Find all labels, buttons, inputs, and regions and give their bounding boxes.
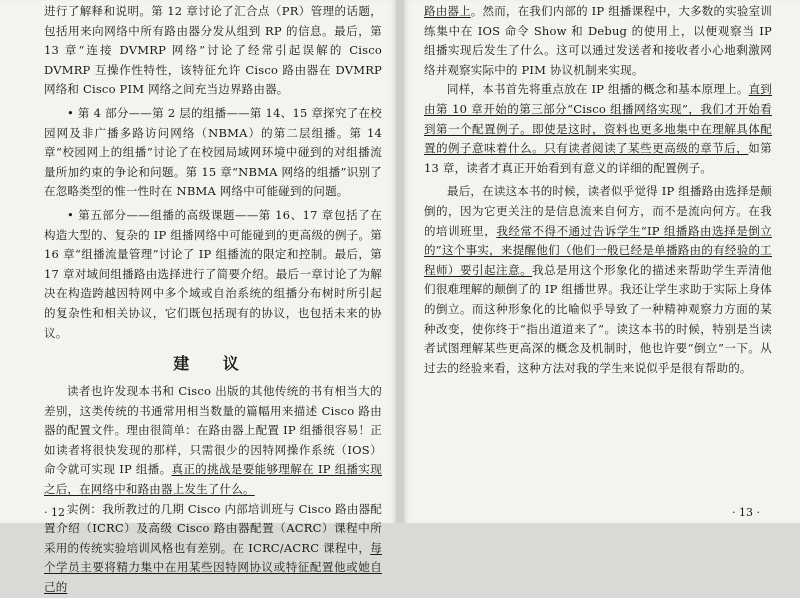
paragraph-part-4: • 第 4 部分——第 2 层的组播——第 14、15 章探究了在校园网及非广播多路访问网络（NBMA）的第二层组播。第 14 章“校园网上的组播”讨论了在校园局域网环境中碰到的对组播流量所加约束的争论和问题。第 15 章“NBMA 网络的组播”识别了在忽略类型的惟一性时在 NBMA 网络中可能碰到的问题。 <box>44 105 382 199</box>
paragraph-text: 同样，本书首先将重点放在 IP 组播的概念和基本原理上。 <box>447 82 749 97</box>
underlined-text: 我经常不得不通过告诉学生“IP 组播路由选择是倒立的”这个事实，来提醒他们（他们一般已经是单播路由的有经验的工程师）要引起注意。 <box>424 223 772 277</box>
paragraph-example <box>44 500 382 598</box>
paragraph-text: 读者也许发现本书和 Cisco 出版的其他传统的书有相当大的差别，这类传统的书通常用相当数量的篇幅用来描述 Cisco 路由器的配置文件。理由很简单：在路由器上配置 IP 组播很容易！正如读者将很快发现的那样，只需很少的因特网操作系统（IOS）命令就可实现 IP 组播。 <box>44 384 382 477</box>
page-number: · 13 · <box>732 506 760 519</box>
page-number: · 12 · <box>44 506 72 519</box>
underlined-text: 真正的挑战是要能够理解在 IP 组播实现之后，在网络中和路由器上发生了什么。 <box>44 462 382 497</box>
paragraph-continued <box>424 2 772 80</box>
paragraph-part-5: • 第五部分——组播的高级课题——第 16、17 章包括了在构造大型的、复杂的 IP 组播网络中可能碰到的更高级的例子。第 16 章“组播流量管理”讨论了 IP 组播流的限定和控制。最后，第 17 章对域间组播路由选择进行了简要介绍。最后一章讨论了为解决在构造跨越因特网中多个域或自治系统的组播分布树时所引起的复杂性和相关协议，它们既包括现有的协议，也包括未来的协议。 <box>44 207 382 340</box>
left-page <box>0 0 398 595</box>
paragraph-continued: 进行了解释和说明。第 12 章讨论了汇合点（PR）管理的话题，包括用来向网络中所有路由器分发从组到 RP 的信息。最后，第 13 章“连接 DVMRP 网络”讨论了经常引起误解的 Cisco DVMRP 互操作性特性，该特征允许 Cisco 路由器在 DVMRP 网络和 Cisco PIM 网络之间充当边界路由器。 <box>44 4 382 97</box>
paragraph-suggestion <box>44 382 382 500</box>
right-page <box>402 0 800 523</box>
paragraph-text: 如第 13 章，读者才真正开始看到有意义的详细的配置例子。 <box>424 141 772 175</box>
underlined-text: 路由器上 <box>424 4 471 18</box>
section-heading: 建 议 <box>173 354 253 374</box>
paragraph-concepts <box>424 80 772 178</box>
paragraph-text: 最后，在读这本书的时候，读者似乎觉得 IP 组播路由选择是颠倒的，因为它更关注的是信息流来自何方，而不是流向何方。在我的培训班里， <box>424 184 772 238</box>
paragraph-text: 。然而，在我们内部的 IP 组播课程中，大多数的实验室训练集中在 IOS 命令 Show 和 Debug 的使用上，以便观察当 IP 组播实现后发生了什么。这可以通过发送者和接收者小心地剩激网络并观察实际中的 PIM 协议机制来实现。 <box>424 4 773 77</box>
paragraph-text: 我总是用这个形象化的描述来帮助学生弄清他们很难理解的颠倒了的 IP 组播世界。我还让学生求助于实际上身体的倒立。而这种形象化的比喻似乎导致了一种精神观察力方面的某种改变，使你终于“指出道道来了”。读这本书的时候，特别是当读者试图理解某些更高深的概念及机制时，他也许要“倒立”一下。从过去的经验来看，这种方法对我的学生来说似乎是很有帮助的。 <box>424 262 772 375</box>
paragraph-text: 实例：我所教过的几期 Cisco 内部培训班与 Cisco 路由器配置介绍（ICRC）及高级 Cisco 路由器配置（ACRC）课程中所采用的传统实验培训风格也有差别。在 ICRC/ACRC 课程中， <box>44 501 382 555</box>
paragraph-upside-down <box>424 182 772 378</box>
underlined-text: 直到由第 10 章开始的第三部分“Cisco 组播网络实现”，我们才开始看到第一个配置例子。即使是这时，资料也更多地集中在理解具体配置的例子意味着什么。只有读者阅读了某些更高级的章节后， <box>424 82 772 156</box>
underlined-text: 每个学员主要将精力集中在用某些因特网协议或特征配置他或她自己的 <box>44 540 382 595</box>
